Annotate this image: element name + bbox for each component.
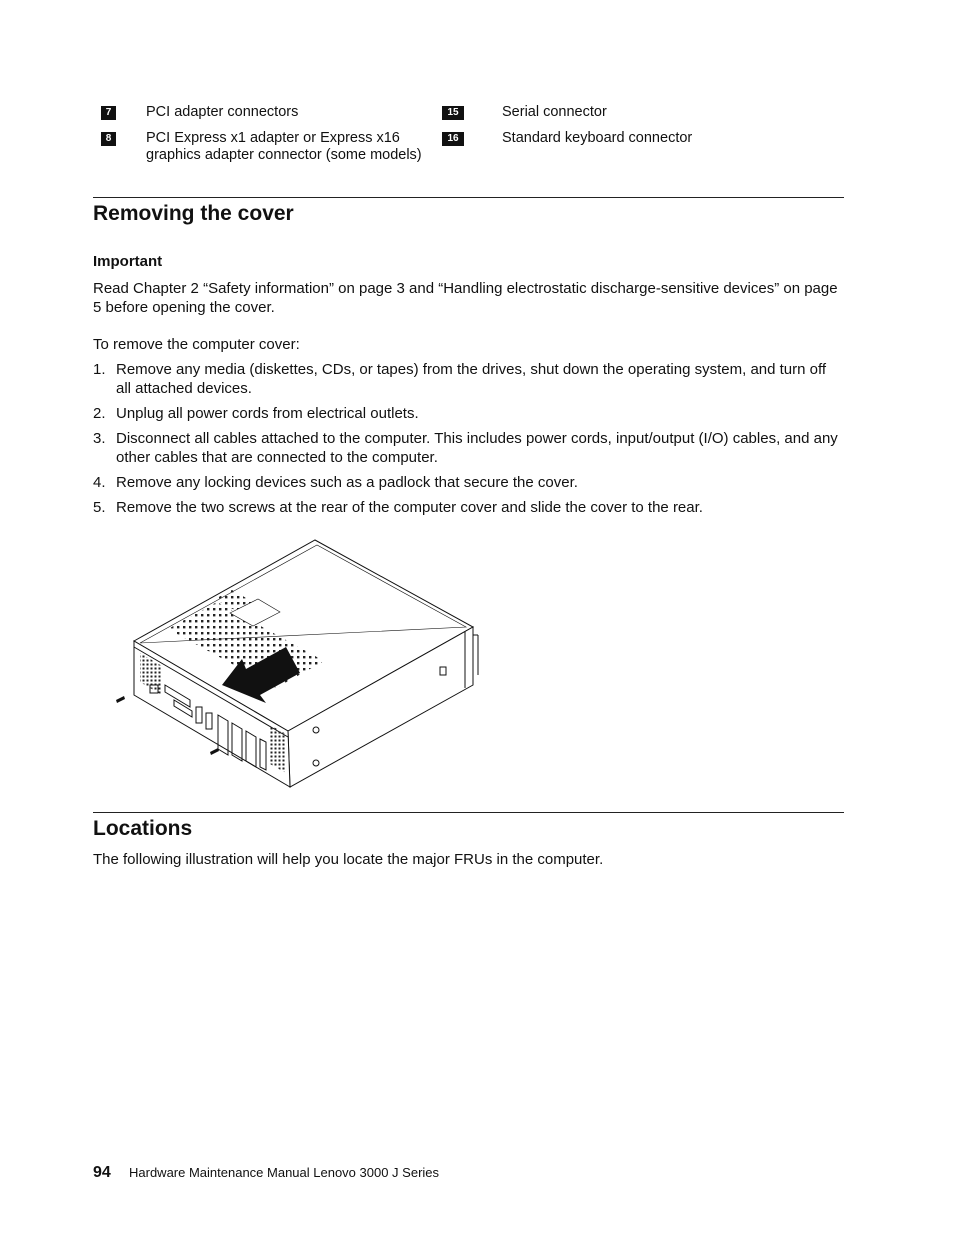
cover-removal-illustration [110,535,480,790]
page-number: 94 [93,1164,111,1181]
step-number: 4. [93,474,106,491]
step-text: Remove the two screws at the rear of the computer cover and slide the cover to the rear. [116,499,703,516]
step-text: Disconnect all cables attached to the computer. This includes power cords, input/output (I/O) cables, and any other cables that are connected to the computer. [116,430,838,466]
section-divider [93,197,844,198]
step-number: 2. [93,405,106,422]
legend-number-badge: 8 [101,132,116,146]
legend-number-badge: 15 [442,106,464,120]
legend-item [101,106,298,121]
page-footer [93,1164,439,1182]
section-title-locations: Locations [93,817,193,840]
step-number: 1. [93,361,106,378]
important-label: Important [93,253,163,270]
legend-item [442,132,692,147]
legend-label: Serial connector [502,104,607,120]
step-item [93,473,845,492]
step-number: 3. [93,430,106,447]
step-text: Remove any locking devices such as a padlock that secure the cover. [116,474,578,491]
step-item [93,360,845,398]
legend-item [101,132,422,164]
locations-intro: The following illustration will help you locate the major FRUs in the computer. [93,851,604,868]
step-text: Remove any media (diskettes, CDs, or tapes) from the drives, shut down the operating system, and turn off all attached devices. [116,361,827,397]
legend-label: Standard keyboard connector [502,130,693,146]
legend-number-badge: 16 [442,132,464,146]
manual-title: Hardware Maintenance Manual Lenovo 3000 J Series [129,1165,440,1180]
legend-number-badge: 7 [101,106,116,120]
legend-label: PCI adapter connectors [146,104,299,120]
step-item [93,404,845,423]
important-notice: Read Chapter 2 “Safety information” on page 3 and “Handling electrostatic discharge-sensitive devices” on page 5 before opening the cover. [93,280,838,316]
step-item [93,429,845,467]
section-title-removing-cover: Removing the cover [93,202,294,225]
procedure-steps [93,360,845,523]
legend-label: PCI Express x1 adapter or Express x16 graphics adapter connector (some models) [146,130,422,163]
step-item [93,498,845,517]
procedure-intro: To remove the computer cover: [93,336,300,353]
step-text: Unplug all power cords from electrical outlets. [116,405,419,422]
section-divider [93,812,844,813]
step-number: 5. [93,499,106,516]
legend-item [442,106,607,121]
